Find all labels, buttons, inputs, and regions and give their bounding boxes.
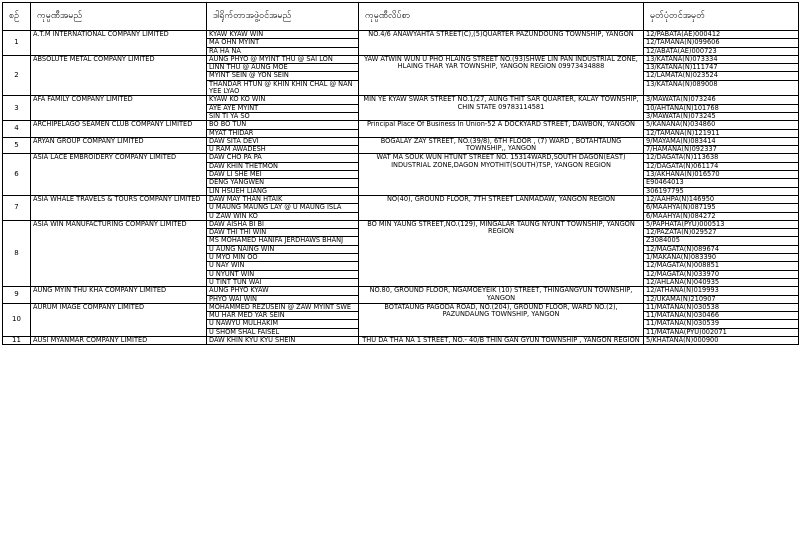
company-address: WAT MA SOUK WUN HTUNT STREET NO. 15314WARD,SOUTH DAGON(EAST) INDUSTRIAL ZONE,DAGON MYOTHIT(SOUTH)TSP, YANGON REGION [359, 154, 644, 195]
company-name: A.T.M INTERNATIONAL COMPANY LIMITED [31, 31, 207, 56]
registration-number: 12/AHLANA(N)040935 [644, 278, 799, 286]
registration-number: 12/MAGATA(N)008851 [644, 262, 799, 270]
director-name: DAW MAY THAN HTAIK [207, 195, 359, 203]
registration-number: 12/TAMANA(N)121911 [644, 129, 799, 137]
serial-number: 8 [3, 220, 31, 286]
registration-number: 12/ATHANA(N)019993 [644, 287, 799, 295]
registration-number: 13/KATANA(N)073334 [644, 55, 799, 63]
registration-number: 12/ABATA(AE)000723 [644, 47, 799, 55]
company-name: ASIA WIN MANUFACTURING COMPANY LIMITED [31, 220, 207, 286]
table-row [3, 287, 799, 295]
registration-number: 12/MAGATA(N)089674 [644, 245, 799, 253]
registration-number: 9/MAYAMA(N)083414 [644, 137, 799, 145]
company-name: AUSI MYANMAR COMPANY LIMITED [31, 336, 207, 344]
director-name: MU HAR MED YAR SEIN [207, 312, 359, 320]
registration-number: 11/MATANA(N)030466 [644, 312, 799, 320]
director-name: AUNG PHYO @ MYINT THU @ SAI LON [207, 55, 359, 63]
company-address: YAW ATWIN WUN U PHO HLAING STREET NO.(93)SHWE LIN PAN INDUSTRIAL ZONE, HLAING THAR YAR TOWNSHIP, YANGON REGION 09973434888 [359, 55, 644, 95]
registration-number: 12/DAGATA(N)113638 [644, 154, 799, 162]
director-name: AYE AYE MYINT [207, 104, 359, 112]
registration-number: 12/TAMANA(N)099606 [644, 39, 799, 47]
director-name: DAW KHIN THETMON [207, 162, 359, 170]
director-name: U NYUNT WIN [207, 270, 359, 278]
registration-number: 6/MAAHYA(N)084272 [644, 212, 799, 220]
director-name: U MYO MIN OO [207, 254, 359, 262]
header-row [3, 3, 799, 31]
director-name: KYAW KYAW WIN [207, 31, 359, 39]
director-name: U NAWYU MULHAKIM [207, 320, 359, 328]
company-register-table [2, 2, 799, 345]
registration-number: 13/KATANA(N)089008 [644, 80, 799, 96]
director-name: U NAY WIN [207, 262, 359, 270]
registration-number: 306197795 [644, 187, 799, 195]
director-name: DAW THI THI WIN [207, 229, 359, 237]
company-address: NO.80, GROUND FLOOR, NGAMOEYEIK (10) STREET, THINGANGYUN TOWNSHIP, YANGON [359, 287, 644, 304]
director-name: BO BO TUN [207, 121, 359, 129]
serial-number: 9 [3, 287, 31, 304]
company-address: BOTATAUNG PAGODA ROAD, NO.(204), GROUND FLOOR, WARD NO.(2), PAZUNDAUNG TOWNSHIP, YANGON [359, 303, 644, 336]
registration-number: 11/MATANA(PYU)002071 [644, 328, 799, 336]
serial-number: 11 [3, 336, 31, 344]
company-name: ARCHIPELAGO SEAMEN CLUB COMPANY LIMITED [31, 121, 207, 138]
director-name: LINN THU @ AUNG MOE [207, 64, 359, 72]
registration-number: 11/MATANA(N)030539 [644, 320, 799, 328]
director-name: MOHAMMED REZUSEIN @ ZAW MYINT SWE [207, 303, 359, 311]
company-name: AURUM IMAGE COMPANY LIMITED [31, 303, 207, 336]
registration-number: Z3084005 [644, 237, 799, 245]
table-row [3, 336, 799, 344]
registration-number: 5/KHATANA(N)000900 [644, 336, 799, 344]
company-name: ASIA WHALE TRAVELS & TOURS COMPANY LIMITED [31, 195, 207, 220]
company-address: THU DA THA NA 1 STREET, NO.- 40/B THIN GAN GYUN TOWNSHIP , YANGON REGION [359, 336, 644, 344]
company-address: MIN YE KYAW SWAR STREET NO.1/27, AUNG THIT SAR QUARTER, KALAY TOWNSHIP, CHIN STATE 09783114581 [359, 96, 644, 121]
director-name: KYAW KO KO WIN [207, 96, 359, 104]
registration-number: 12/PABATA(AE)000412 [644, 31, 799, 39]
registration-number: 3/MAWATA(N)073245 [644, 112, 799, 120]
registration-number: 5/PAPHATA(PYU)000513 [644, 220, 799, 228]
director-name: U TINT TUN WAI [207, 278, 359, 286]
director-name: U AUNG NAING WIN [207, 245, 359, 253]
director-name: SIN TI YA SO [207, 112, 359, 120]
director-name: RA HA NA [207, 47, 359, 55]
serial-number: 2 [3, 55, 31, 95]
registration-number: 1/MAKANA(N)083390 [644, 254, 799, 262]
company-name: ARYAN GROUP COMPANY LIMITED [31, 137, 207, 154]
serial-number: 1 [3, 31, 31, 56]
registration-number: 7/HAMANA(N)092337 [644, 146, 799, 154]
registration-number: 12/AAHPA(N)146950 [644, 195, 799, 203]
director-name: DAW AISHA BI BI [207, 220, 359, 228]
registration-number: 11/MATANA(N)030538 [644, 303, 799, 311]
director-name: MYINT SEIN @ YON SEIN [207, 72, 359, 80]
registration-number: 5/KANANA(N)034860 [644, 121, 799, 129]
header-director-name: ဒါရိုက်တာအဖွဲ့ဝင်အမည် [207, 3, 359, 31]
table-row [3, 121, 799, 129]
company-address: BOGALAY ZAY STREET, NO.(39/8), 6TH FLOOR , (7) WARD , BOTAHTAUNG TOWNSHIP,, YANGON [359, 137, 644, 154]
director-name: U SHOM SHAL FAISEL [207, 328, 359, 336]
director-name: DENG YANGWEN [207, 179, 359, 187]
serial-number: 5 [3, 137, 31, 154]
company-name: ABSOLUTE METAL COMPANY LIMITED [31, 55, 207, 95]
header-registration-no: မှတ်ပုံတင်အမှတ် [644, 3, 799, 31]
registration-number: 10/AHTANA(N)101768 [644, 104, 799, 112]
director-name: MA OHN MYINT [207, 39, 359, 47]
registration-number: E90464013 [644, 179, 799, 187]
company-address: NO(40), GROUND FLOOR, 7TH STREET LANMADAW, YANGON REGION [359, 195, 644, 220]
registration-number: 12/DAGATA(N)061174 [644, 162, 799, 170]
director-name: PHYO WAI WIN [207, 295, 359, 303]
company-address: NO.4/6 ANAWYAHTA STREET(C),(5)QUARTER PAZUNDOUNG TOWNSHIP, YANGON [359, 31, 644, 56]
registration-number: 13/AKHANA(N)016570 [644, 171, 799, 179]
header-company-address: ကုမ္ပဏီလိပ်စာ [359, 3, 644, 31]
table-row [3, 96, 799, 104]
registration-number: 3/MAWATA(N)073246 [644, 96, 799, 104]
director-name: DAW LI SHE MEI [207, 171, 359, 179]
director-name: U ZAW WIN KO [207, 212, 359, 220]
director-name: AUNG PHYO KYAW [207, 287, 359, 295]
company-name: AUNG MYIN THU KHA COMPANY LIMITED [31, 287, 207, 304]
registration-number: 13/KATANA(N)111747 [644, 64, 799, 72]
director-name: DAW SITA DEVI [207, 137, 359, 145]
serial-number: 3 [3, 96, 31, 121]
director-name: DAW CHO PA PA [207, 154, 359, 162]
company-name: ASIA LACE EMBROIDERY COMPANY LIMITED [31, 154, 207, 195]
serial-number: 6 [3, 154, 31, 195]
company-address: Principal Place Of Business In Union-52 A DOCKYARD STREET, DAWBON, YANGON [359, 121, 644, 138]
header-serial: စဉ် [3, 3, 31, 31]
table-row [3, 154, 799, 162]
director-name: MS MOHAMED HANIFA JERDHAWS BHANJ [207, 237, 359, 245]
director-name: U MAUNG MAUNG LAY @ U MAUNG ISLA [207, 204, 359, 212]
registration-number: 12/MAGATA(N)033970 [644, 270, 799, 278]
registration-number: 12/UKAMA(N)210907 [644, 295, 799, 303]
serial-number: 10 [3, 303, 31, 336]
registration-number: 12/LAMATA(N)023524 [644, 72, 799, 80]
director-name: MYAT THIDAR [207, 129, 359, 137]
serial-number: 7 [3, 195, 31, 220]
company-name: AFA FAMILY COMPANY LIMITED [31, 96, 207, 121]
registration-number: 6/MAAHYA(N)087195 [644, 204, 799, 212]
director-name: U RAM AWADESH [207, 146, 359, 154]
company-address: BO MIN YAUNG STREET,NO.(129), MINGALAR TAUNG NYUNT TOWNSHIP, YANGON REGION [359, 220, 644, 286]
director-name: LIN HSUEH LIANG [207, 187, 359, 195]
registration-number: 12/PAZATA(N)029527 [644, 229, 799, 237]
director-name: THANDAR HTUN @ KHIN KHIN CHAL @ NAN YEE LYAO [207, 80, 359, 96]
director-name: DAW KHIN KYU KYU SHEIN [207, 336, 359, 344]
header-company-name: ကုမ္ပဏီအမည် [31, 3, 207, 31]
table-body [3, 31, 799, 345]
serial-number: 4 [3, 121, 31, 138]
